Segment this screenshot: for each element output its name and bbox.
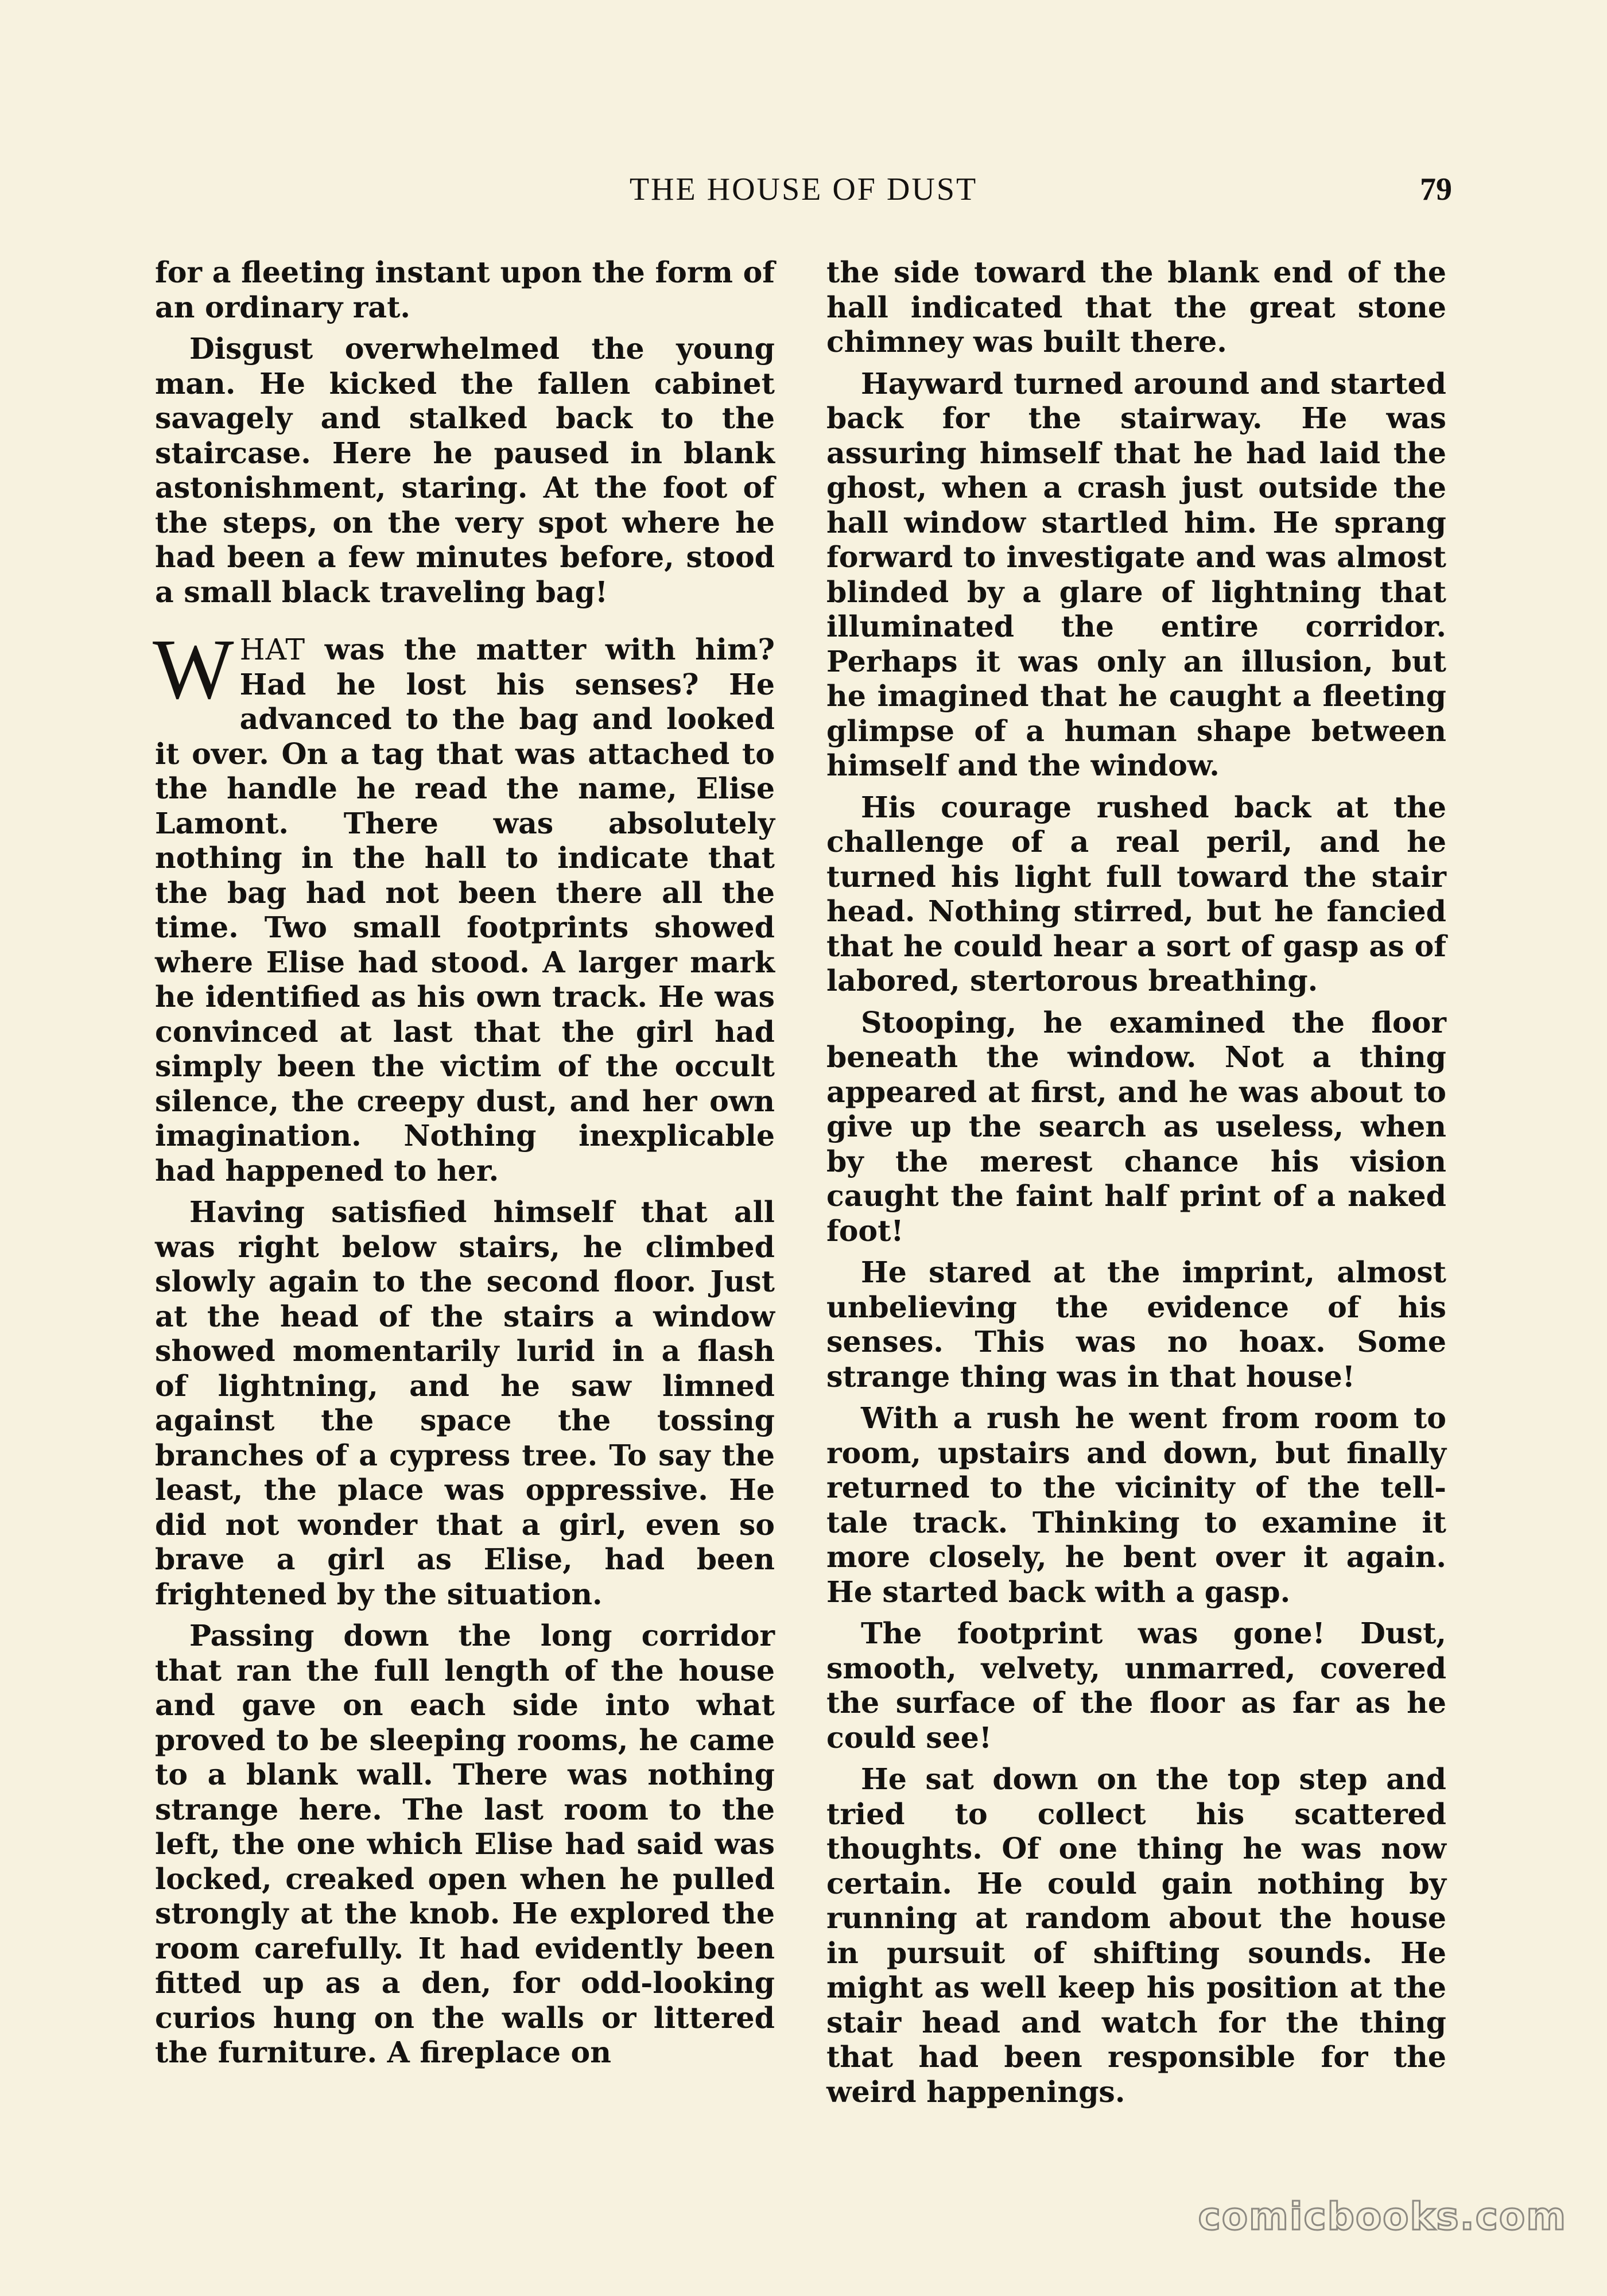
- paragraph: Hayward turned around and started back for the stairway. He was assuring himself that he had laid the ghost, when a crash just outside the hall window startled him. He sprang forward to investigate and was almost blinded by a glare of lightning that illuminated the entire corridor. Perhaps it was only an illusion, but he imagined that he caught a fleeting glimpse of a human shape between himself and the window.: [826, 366, 1446, 782]
- paragraph: With a rush he went from room to room, upstairs and down, but finally returned to the vicinity of the tell-tale track. Thinking to examine it more closely, he bent over it again. He started back with a gasp.: [826, 1401, 1446, 1609]
- paragraph: Stooping, he examined the floor beneath the window. Not a thing appeared at first, and he was about to give up the search as useless, when by the merest chance his vision caught the faint half print of a naked foot!: [826, 1005, 1446, 1248]
- paragraph: Having satisfied himself that all was right below stairs, he climbed slowly again to the second floor. Just at the head of the stairs a window showed momentarily lurid in a flash of lightning, and he saw limned against the space the tossing branches of a cypress tree. To say the least, the place was oppressive. He did not wonder that a girl, even so brave a girl as Elise, had been frightened by the situation.: [155, 1195, 775, 1611]
- paragraph: for a fleeting instant upon the form of an ordinary rat.: [155, 255, 775, 324]
- paragraph: Disgust overwhelmed the young man. He kicked the fallen cabinet savagely and stalked back to the staircase. Here he paused in blank astonishment, staring. At the foot of the steps, on the very spot where he had been a few minutes before, stood a small black traveling bag!: [155, 332, 775, 609]
- page-header: [155, 171, 1452, 217]
- paragraph: Passing down the long corridor that ran the full length of the house and gave on each side into what proved to be sleeping rooms, he came to a blank wall. There was nothing strange here. The last room to the left, the one which Elise had said was locked, creaked open when he pulled strongly at the knob. He explored the room carefully. It had evidently been fitted up as a den, for odd-looking curios hung on the walls or littered the furniture. A fireplace on: [155, 1619, 775, 2069]
- paragraph: His courage rushed back at the challenge of a real peril, and he turned his light full toward the stair head. Nothing stirred, but he fancied that he could hear a sort of gasp as of labored, stertorous breathing.: [826, 790, 1446, 998]
- right-column: [826, 255, 1446, 2116]
- running-title: THE HOUSE OF DUST: [629, 172, 978, 207]
- small-caps-lead: HAT: [239, 633, 306, 666]
- page-number: 79: [1420, 172, 1452, 207]
- paragraph: the side toward the blank end of the hall indicated that the great stone chimney was built there.: [826, 255, 1446, 359]
- left-column: [155, 255, 775, 2077]
- watermark: comicbooks.com: [1198, 2194, 1567, 2239]
- drop-cap: W: [153, 622, 234, 717]
- paragraph: He stared at the imprint, almost unbelieving the evidence of his senses. This was no hoax. Some strange thing was in that house!: [826, 1255, 1446, 1394]
- paragraph: The footprint was gone! Dust, smooth, velvety, unmarred, covered the surface of the floor as far as he could see!: [826, 1616, 1446, 1755]
- section-start-paragraph: [153, 622, 775, 1188]
- paragraph: He sat down on the top step and tried to collect his scattered thoughts. Of one thing he was now certain. He could gain nothing by running at random about the house in pursuit of shifting sounds. He might as well keep his position at the stair head and watch for the thing that had been responsible for the weird happenings.: [826, 1762, 1446, 2109]
- paragraph-text: was the matter with him? Had he lost his senses? He advanced to the bag and looked it over. On a tag that was attached to the handle he read the name, Elise Lamont. There was absolutely nothing in the hall to indicate that the bag had not been there all the time. Two small footprints showed where Elise had stood. A larger mark he identified as his own track. He was convinced at last that the girl had simply been the victim of the occult silence, the creepy dust, and her own imagination. Nothing inexplicable had happened to her.: [155, 633, 775, 1188]
